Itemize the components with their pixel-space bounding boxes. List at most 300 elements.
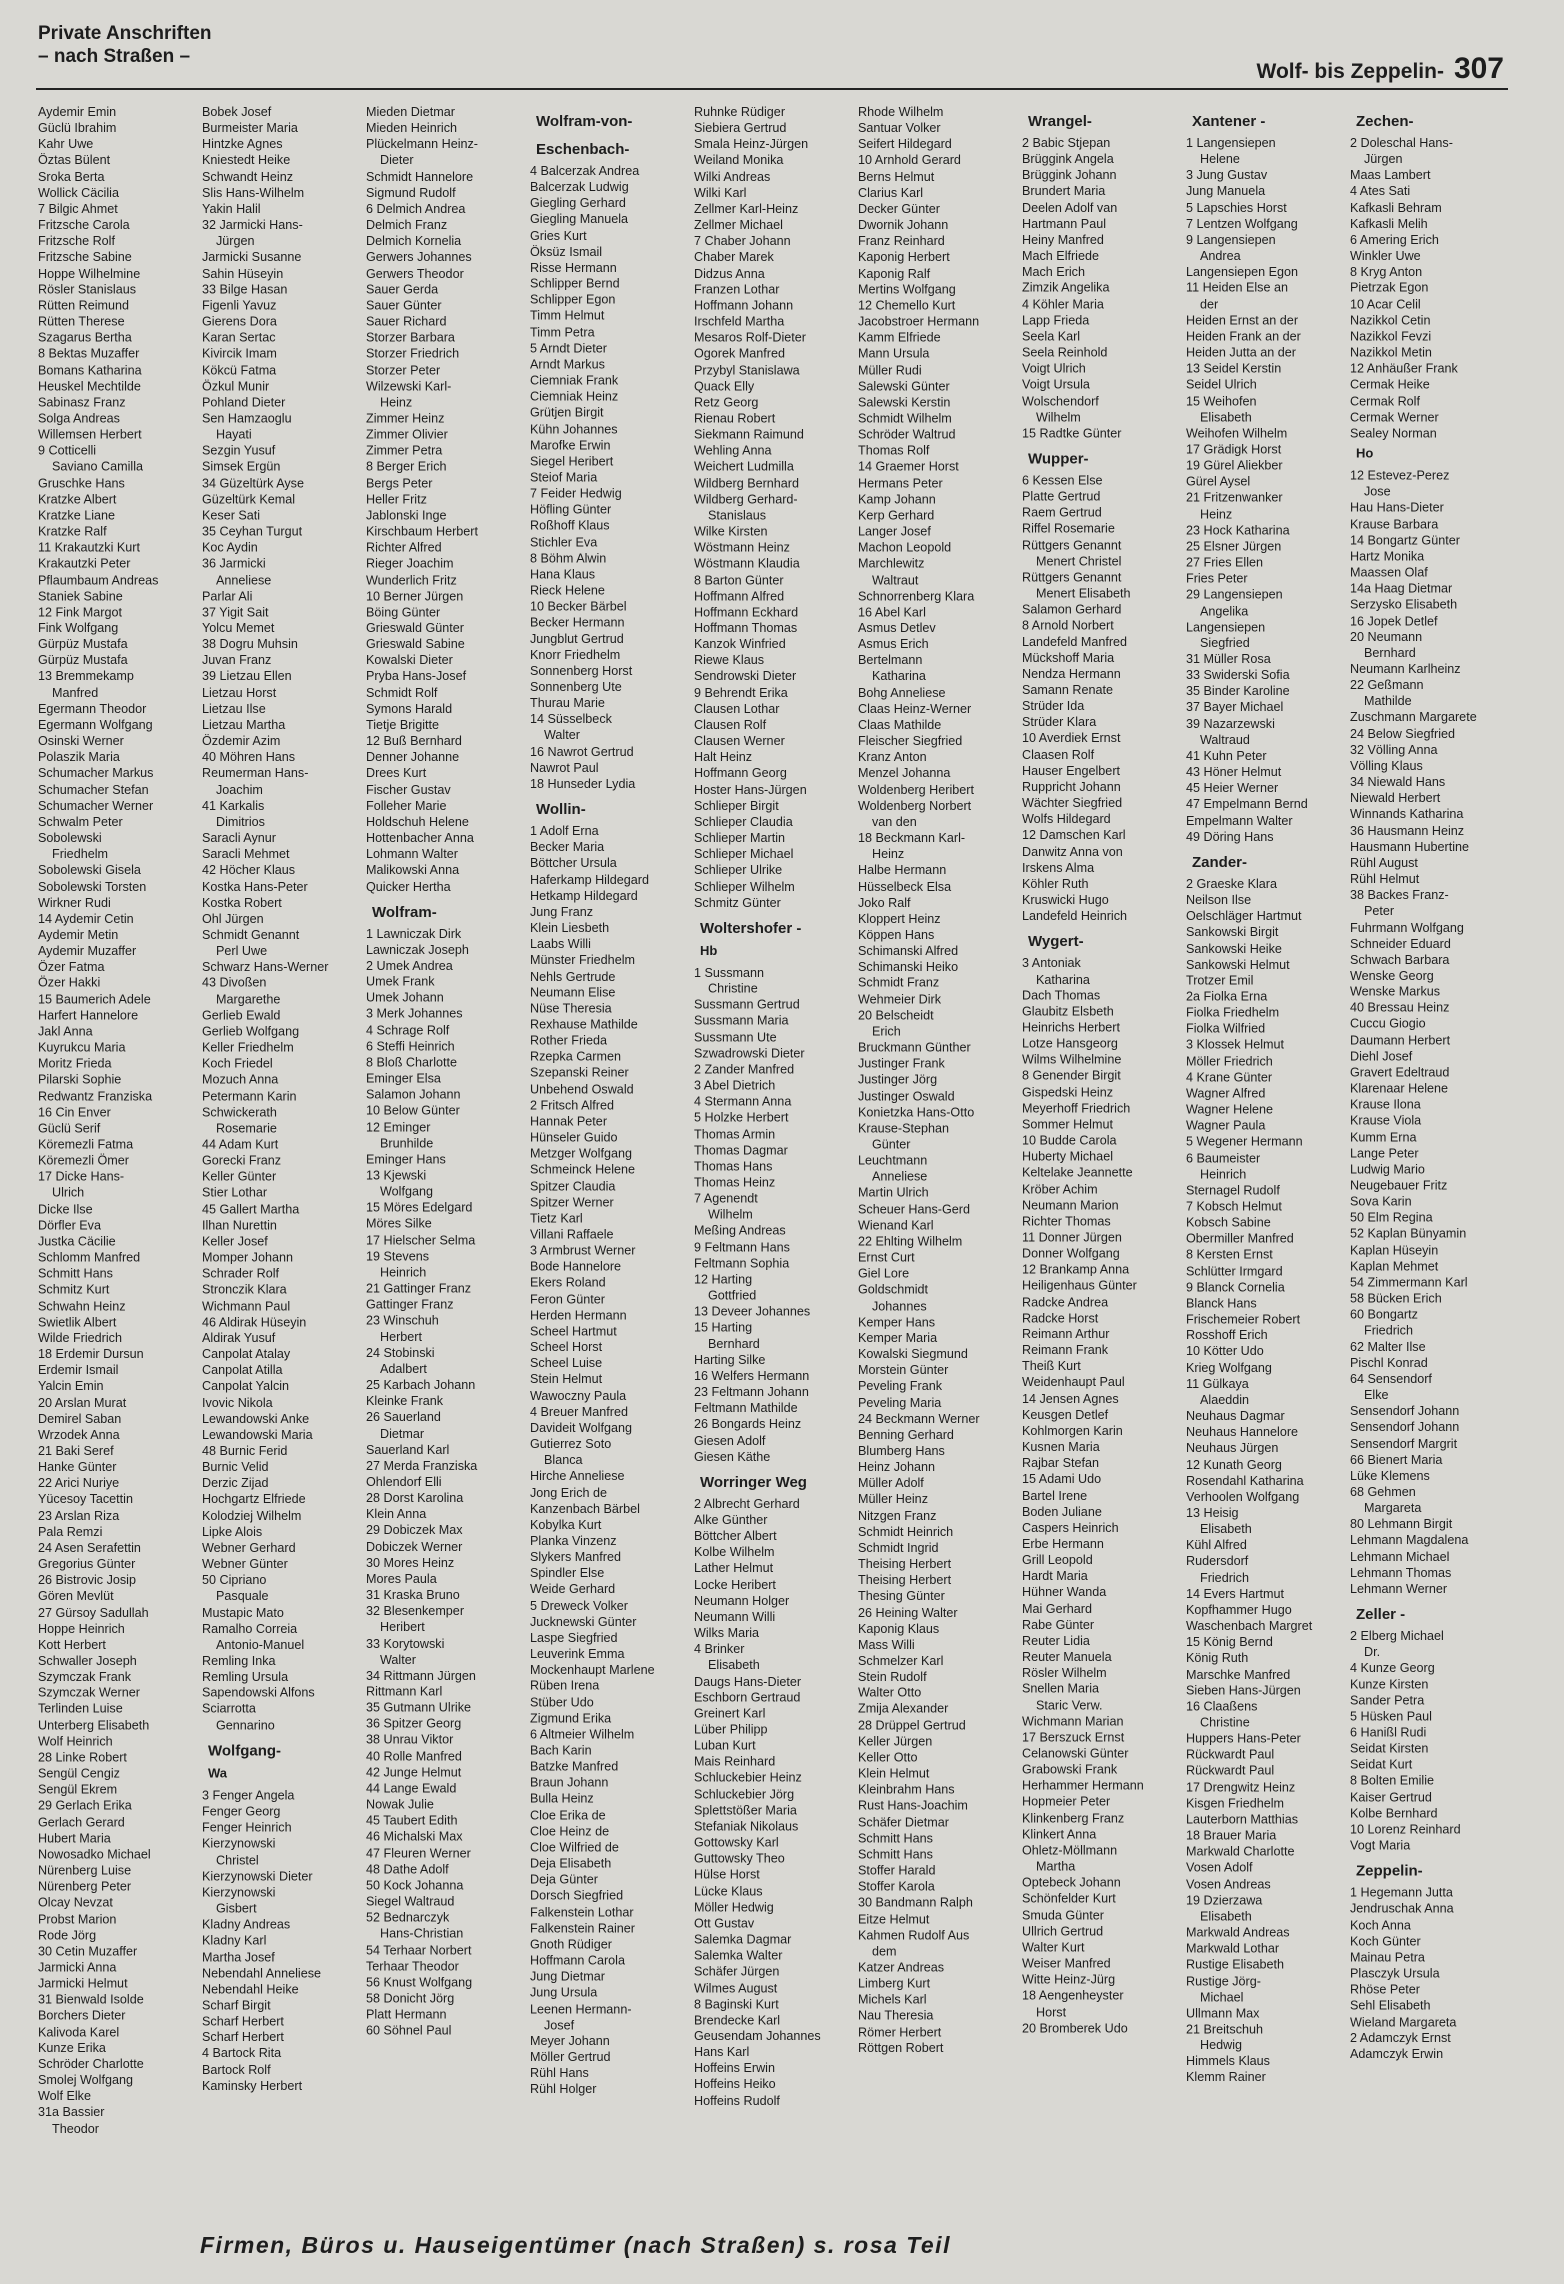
resident-entry: Kumm Erna xyxy=(1350,1130,1417,1145)
resident-entry: 54 Terhaar Norbert xyxy=(366,1942,472,1957)
resident-entry: Hartmann Paul xyxy=(1022,216,1106,231)
resident-entry: 41 Kuhn Peter xyxy=(1186,749,1267,764)
resident-entry: Mais Reinhard xyxy=(694,1754,776,1769)
resident-entry: 8 Berger Erich xyxy=(366,459,447,474)
resident-entry: Braun Johann xyxy=(530,1775,609,1790)
resident-entry: Schmidt Franz xyxy=(858,976,940,991)
resident-entry: 8 Baginski Kurt xyxy=(694,1996,779,2011)
resident-entry: Hoffmann Thomas xyxy=(694,621,798,636)
resident-entry: Claasen Rolf xyxy=(1022,747,1095,762)
column-3 xyxy=(366,104,514,2216)
resident-entry: 3 Armbrust Werner xyxy=(530,1243,636,1258)
entry-continuation: Horst xyxy=(1036,2004,1067,2019)
resident-entry: Geusendam Johannes xyxy=(694,2029,821,2044)
resident-entry: Kunze Erika xyxy=(38,2040,106,2055)
resident-entry: Lüke Klemens xyxy=(1350,1468,1430,1483)
resident-entry: Richter Alfred xyxy=(366,540,442,555)
entry-continuation: Hedwig xyxy=(1200,2038,1242,2053)
resident-entry: 13 Bremmekamp xyxy=(38,669,134,684)
entry-continuation: Saviano Camilla xyxy=(52,459,143,474)
resident-entry: Kott Herbert xyxy=(38,1637,106,1652)
entry-continuation: Ulrich xyxy=(52,1185,85,1200)
resident-entry: Katzer Andreas xyxy=(858,1960,945,1975)
resident-entry: Sankowski Helmut xyxy=(1186,957,1290,972)
resident-entry: Umek Frank xyxy=(366,974,435,989)
resident-entry: 18 Beckmann Karl- xyxy=(858,830,966,845)
resident-entry: Höfling Günter xyxy=(530,502,612,517)
resident-entry: Willemsen Herbert xyxy=(38,427,142,442)
resident-entry: Ogorek Manfred xyxy=(694,346,785,361)
resident-entry: Weidenhaupt Paul xyxy=(1022,1375,1125,1390)
entry-continuation: Antonio-Manuel xyxy=(216,1637,305,1652)
resident-entry: Rütten Therese xyxy=(38,314,125,329)
resident-entry: Tietz Karl xyxy=(530,1211,583,1226)
resident-entry: 29 Dobiczek Max xyxy=(366,1523,463,1538)
resident-entry: Fuhrmann Wolfgang xyxy=(1350,920,1464,935)
resident-entry: 12 Buß Bernhard xyxy=(366,734,462,749)
resident-entry: 12 Brankamp Anna xyxy=(1022,1262,1130,1277)
resident-entry: Radcke Andrea xyxy=(1022,1294,1109,1309)
resident-entry: Kökcü Fatma xyxy=(202,363,277,378)
resident-entry: 20 Neumann xyxy=(1350,629,1423,644)
resident-entry: 46 Michalski Max xyxy=(366,1829,463,1844)
entry-continuation: Menert Christel xyxy=(1036,554,1122,569)
resident-entry: Giegling Manuela xyxy=(530,212,629,227)
resident-entry: Schmelzer Karl xyxy=(858,1653,944,1668)
resident-entry: Lietzau Martha xyxy=(202,718,286,733)
resident-entry: Seela Karl xyxy=(1022,329,1081,344)
resident-entry: Simsek Ergün xyxy=(202,459,281,474)
resident-entry: Wirkner Rudi xyxy=(38,895,111,910)
resident-entry: Rüttgers Genannt xyxy=(1022,537,1122,552)
resident-entry: Müller Adolf xyxy=(858,1476,924,1491)
resident-entry: Verhoolen Wolfgang xyxy=(1186,1489,1300,1504)
page-range-header xyxy=(1257,52,1505,86)
resident-entry: Schäfer Dietmar xyxy=(858,1815,949,1830)
resident-entry: Herhammer Hermann xyxy=(1022,1778,1144,1793)
resident-entry: Martin Ulrich xyxy=(858,1185,929,1200)
resident-entry: Völling Klaus xyxy=(1350,759,1423,773)
resident-entry: Salemka Dagmar xyxy=(694,1932,792,1947)
resident-entry: Timm Petra xyxy=(530,325,595,340)
resident-entry: Salamon Gerhard xyxy=(1022,602,1122,617)
resident-entry: Schmeinck Helene xyxy=(530,1162,635,1177)
resident-entry: 16 Jopek Detlef xyxy=(1350,613,1438,628)
resident-entry: Rittmann Karl xyxy=(366,1684,443,1699)
resident-entry: 35 Ceyhan Turgut xyxy=(202,524,303,539)
resident-entry: Hana Klaus xyxy=(530,567,596,582)
resident-entry: Steiof Maria xyxy=(530,470,598,485)
resident-entry: 32 Jarmicki Hans- xyxy=(202,217,303,232)
resident-entry: Mores Paula xyxy=(366,1571,437,1586)
resident-entry: 16 Welfers Hermann xyxy=(694,1369,810,1384)
resident-entry: Sternagel Rudolf xyxy=(1186,1183,1280,1198)
resident-entry: Platte Gertrud xyxy=(1022,489,1101,504)
resident-entry: Schumacher Stefan xyxy=(38,782,149,797)
resident-entry: Gören Mevlüt xyxy=(38,1589,114,1604)
entry-continuation: Friedrich xyxy=(1200,1570,1249,1585)
entry-continuation: Anneliese xyxy=(872,1169,928,1184)
resident-entry: Brendecke Karl xyxy=(694,2013,781,2028)
resident-entry: Kaminsky Herbert xyxy=(202,2078,303,2093)
resident-entry: Nürenberg Luise xyxy=(38,1863,132,1878)
resident-entry: 11 Krakautzki Kurt xyxy=(38,540,140,555)
resident-entry: 42 Höcher Klaus xyxy=(202,863,296,878)
resident-entry: Nendza Hermann xyxy=(1022,667,1121,682)
resident-entry: Winnands Katharina xyxy=(1350,807,1464,822)
resident-entry: 46 Aldirak Hüseyin xyxy=(202,1314,307,1329)
resident-entry: Seela Reinhold xyxy=(1022,345,1108,360)
resident-entry: Wolf Heinrich xyxy=(38,1734,113,1749)
resident-entry: Goldschmidt xyxy=(858,1282,928,1297)
resident-entry: Scheel Luise xyxy=(530,1356,603,1371)
resident-entry: Bartel Irene xyxy=(1022,1488,1088,1503)
resident-entry: Hirche Anneliese xyxy=(530,1469,625,1484)
resident-entry: Siebiera Gertrud xyxy=(694,121,787,136)
resident-entry: 3 Abel Dietrich xyxy=(694,1078,776,1093)
resident-entry: Ernst Curt xyxy=(858,1250,915,1265)
resident-entry: Clarius Karl xyxy=(858,185,924,200)
resident-entry: Didzus Anna xyxy=(694,266,765,281)
resident-entry: Smolej Wolfgang xyxy=(38,2073,133,2088)
resident-entry: Nebendahl Anneliese xyxy=(202,1966,322,1980)
resident-entry: Lawniczak Joseph xyxy=(366,942,469,957)
resident-entry: 31a Bassier xyxy=(38,2105,105,2120)
resident-entry: 2 Elberg Michael xyxy=(1350,1628,1444,1643)
resident-entry: Müller Heinz xyxy=(858,1492,928,1507)
resident-entry: Kladny Andreas xyxy=(202,1917,291,1932)
resident-entry: Rüben Irena xyxy=(530,1679,600,1694)
resident-entry: Zimmer Petra xyxy=(366,443,443,458)
resident-entry: Klein Helmut xyxy=(858,1766,930,1781)
resident-entry: 24 Stobinski xyxy=(366,1345,435,1360)
entry-continuation: Wilhelm xyxy=(708,1207,753,1222)
resident-entry: Karan Sertac xyxy=(202,330,276,345)
resident-entry: 21 Fritzenwanker xyxy=(1186,490,1283,505)
resident-entry: Rühl August xyxy=(1350,855,1418,870)
resident-entry: Hoffmann Carola xyxy=(530,1953,625,1968)
resident-entry: 50 Kock Johanna xyxy=(366,1878,464,1893)
resident-entry: 37 Bayer Michael xyxy=(1186,700,1284,715)
resident-entry: Reuter Manuela xyxy=(1022,1649,1112,1664)
resident-entry: Kalivoda Karel xyxy=(38,2024,120,2039)
resident-entry: Giegling Gerhard xyxy=(530,196,626,211)
resident-entry: 3 Klossek Helmut xyxy=(1186,1038,1284,1053)
resident-entry: Sankowski Heike xyxy=(1186,941,1282,956)
resident-entry: Langer Josef xyxy=(858,524,931,539)
resident-entry: Fleischer Siegfried xyxy=(858,734,963,749)
resident-entry: Schlomm Manfred xyxy=(38,1250,141,1265)
resident-entry: 39 Lietzau Ellen xyxy=(202,669,292,684)
resident-entry: Radcke Horst xyxy=(1022,1311,1099,1326)
resident-entry: Drees Kurt xyxy=(366,766,427,781)
resident-entry: 20 Bromberek Udo xyxy=(1022,2020,1128,2035)
resident-entry: Schluckebier Jörg xyxy=(694,1787,795,1802)
resident-entry: 2 Babic Stjepan xyxy=(1022,135,1111,150)
resident-entry: Jung Franz xyxy=(530,904,593,919)
resident-entry: Rüttgers Genannt xyxy=(1022,570,1122,585)
resident-entry: Mach Erich xyxy=(1022,265,1085,280)
resident-entry: 47 Empelmann Bernd xyxy=(1186,797,1308,812)
resident-entry: Thomas Rolf xyxy=(858,443,930,458)
resident-entry: Hans Karl xyxy=(694,2045,750,2060)
resident-entry: Rzepka Carmen xyxy=(530,1049,621,1064)
resident-entry: Deelen Adolf van xyxy=(1022,200,1118,215)
resident-entry: Mach Elfriede xyxy=(1022,248,1099,263)
resident-entry: Eminger Elsa xyxy=(366,1071,441,1086)
resident-entry: 60 Söhnel Paul xyxy=(366,2023,452,2038)
resident-entry: Jung Ursula xyxy=(530,1985,598,2000)
resident-entry: Kaponig Klaus xyxy=(858,1621,940,1636)
resident-entry: Ohl Jürgen xyxy=(202,911,264,926)
resident-entry: Knorr Friedhelm xyxy=(530,647,621,662)
footer-note: Firmen, Büros u. Hauseigentümer (nach Straßen) s. rosa Teil xyxy=(200,2232,951,2258)
resident-entry: Dicke Ilse xyxy=(38,1202,93,1217)
resident-entry: 5 Wegener Hermann xyxy=(1186,1134,1303,1149)
resident-entry: Mai Gerhard xyxy=(1022,1601,1092,1616)
resident-entry: Webner Gerhard xyxy=(202,1540,296,1555)
resident-entry: Storzer Peter xyxy=(366,363,441,378)
resident-entry: Kobsch Sabine xyxy=(1186,1215,1271,1230)
resident-entry: Mozuch Anna xyxy=(202,1072,279,1087)
resident-entry: Schmidt Rolf xyxy=(366,685,438,700)
resident-entry: Kunze Kirsten xyxy=(1350,1677,1429,1692)
resident-entry: Stefaniak Nikolaus xyxy=(694,1819,799,1834)
resident-entry: 18 Aengenheyster xyxy=(1022,1988,1124,2003)
resident-entry: Mieden Heinrich xyxy=(366,121,457,136)
resident-entry: Maas Lambert xyxy=(1350,168,1431,183)
resident-entry: Brüggink Johann xyxy=(1022,168,1117,183)
street-heading: Xantener - xyxy=(1192,112,1266,130)
resident-entry: 15 Weihofen xyxy=(1186,394,1257,409)
resident-entry: Heller Fritz xyxy=(366,492,427,507)
resident-entry: Erbe Hermann xyxy=(1022,1536,1104,1551)
resident-entry: Schumacher Markus xyxy=(38,766,154,781)
resident-entry: Sobolewski xyxy=(38,830,102,845)
resident-entry: Swietlik Albert xyxy=(38,1314,117,1329)
resident-entry: Jong Erich de xyxy=(530,1485,608,1500)
resident-entry: Kierzynowski Dieter xyxy=(202,1869,313,1884)
street-heading: Wolfram- xyxy=(372,903,437,921)
resident-entry: Koch Anna xyxy=(1350,1917,1411,1932)
resident-entry: Klinkenberg Franz xyxy=(1022,1811,1125,1826)
resident-entry: Köremezli Ömer xyxy=(38,1153,129,1168)
resident-entry: Berns Helmut xyxy=(858,169,935,184)
resident-entry: 23 Feltmann Johann xyxy=(694,1385,809,1400)
resident-entry: 36 Spitzer Georg xyxy=(366,1717,462,1732)
resident-entry: 29 Langensiepen xyxy=(1186,587,1283,602)
resident-entry: 26 Sauerland xyxy=(366,1410,441,1425)
resident-entry: 4 Schrage Rolf xyxy=(366,1023,450,1038)
resident-entry: Wichmann Paul xyxy=(202,1298,291,1313)
resident-entry: Rösler Wilhelm xyxy=(1022,1666,1107,1680)
resident-entry: Lauterborn Matthias xyxy=(1186,1812,1299,1827)
resident-entry: Wenske Georg xyxy=(1350,968,1434,983)
entry-continuation: Walter xyxy=(380,1652,416,1667)
resident-entry: Dorsch Siegfried xyxy=(530,1888,624,1903)
resident-entry: Wildberg Gerhard- xyxy=(694,492,798,507)
resident-entry: Hülse Horst xyxy=(694,1867,760,1882)
resident-entry: Schimanski Heiko xyxy=(858,960,959,975)
resident-entry: Nitzgen Franz xyxy=(858,1508,937,1523)
resident-entry: Hubert Maria xyxy=(38,1831,111,1846)
resident-entry: Klein Anna xyxy=(366,1507,427,1522)
resident-entry: 23 Hock Katharina xyxy=(1186,523,1290,538)
resident-entry: Alke Günther xyxy=(694,1512,768,1527)
resident-entry: Neumann Willi xyxy=(694,1609,776,1624)
district-code: Hb xyxy=(700,942,718,958)
resident-entry: 36 Jarmicki xyxy=(202,556,266,571)
resident-entry: 6 Steffi Heinrich xyxy=(366,1039,455,1054)
resident-entry: Leuverink Emma xyxy=(530,1646,625,1661)
resident-entry: 3 Jung Gustav xyxy=(1186,168,1268,183)
resident-entry: Klinkert Anna xyxy=(1022,1827,1097,1842)
resident-entry: Thomas Heinz xyxy=(694,1175,776,1190)
resident-entry: Neumann Marion xyxy=(1022,1198,1119,1213)
resident-entry: 4 Balcerzak Andrea xyxy=(530,163,640,178)
entry-continuation: Bernhard xyxy=(708,1336,760,1351)
resident-entry: Kostka Hans-Peter xyxy=(202,879,308,894)
resident-entry: Arndt Markus xyxy=(530,357,605,372)
resident-entry: Kowalski Dieter xyxy=(366,653,453,668)
resident-entry: Neuhaus Dagmar xyxy=(1186,1409,1285,1424)
resident-entry: Balcerzak Ludwig xyxy=(530,180,629,195)
resident-entry: Wenske Markus xyxy=(1350,984,1441,999)
resident-entry: Wilmes August xyxy=(694,1980,778,1995)
resident-entry: Langensiepen Egon xyxy=(1186,265,1299,280)
resident-entry: Daugs Hans-Dieter xyxy=(694,1674,802,1689)
district-code: Wa xyxy=(208,1765,228,1781)
resident-entry: 36 Hausmann Heinz xyxy=(1350,823,1465,838)
resident-entry: 5 Dreweck Volker xyxy=(530,1598,628,1613)
resident-entry: 4 Ates Sati xyxy=(1350,184,1411,199)
resident-entry: Smuda Günter xyxy=(1022,1908,1104,1922)
resident-entry: Canpolat Atilla xyxy=(202,1363,283,1378)
resident-entry: Ciemniak Frank xyxy=(530,373,619,388)
resident-entry: Kowalski Siegmund xyxy=(858,1347,968,1362)
resident-entry: Marschke Manfred xyxy=(1186,1667,1291,1682)
resident-entry: Bruckmann Günther xyxy=(858,1040,971,1055)
resident-entry: 42 Junge Helmut xyxy=(366,1765,462,1780)
resident-entry: Heiligenhaus Günter xyxy=(1022,1278,1137,1293)
resident-entry: Stoffer Harald xyxy=(858,1863,936,1878)
resident-entry: Sahin Hüseyin xyxy=(202,266,284,281)
street-heading: Wupper- xyxy=(1028,450,1089,468)
resident-entry: Markwald Andreas xyxy=(1186,1925,1290,1940)
resident-entry: Koch Günter xyxy=(1350,1934,1421,1949)
resident-entry: Stein Helmut xyxy=(530,1372,603,1387)
resident-entry: Gregorius Günter xyxy=(38,1556,136,1571)
resident-entry: Adamczyk Erwin xyxy=(1350,2047,1444,2062)
resident-entry: Rosshoff Erich xyxy=(1186,1328,1268,1343)
resident-entry: Krieg Wolfgang xyxy=(1186,1360,1272,1375)
resident-entry: Rienau Robert xyxy=(694,411,776,426)
resident-entry: Feron Günter xyxy=(530,1291,605,1306)
resident-entry: Strüder Klara xyxy=(1022,715,1097,730)
resident-entry: Schlieper Michael xyxy=(694,847,794,862)
resident-entry: 8 Arnold Norbert xyxy=(1022,618,1114,633)
resident-entry: Rabe Günter xyxy=(1022,1617,1095,1632)
entry-continuation: Jürgen xyxy=(1364,152,1403,167)
resident-entry: Reumerman Hans- xyxy=(202,766,309,781)
resident-entry: Machon Leopold xyxy=(858,540,952,555)
entry-continuation: Katharina xyxy=(1036,972,1090,987)
resident-entry: Ivovic Nikola xyxy=(202,1395,273,1410)
resident-entry: Neugebauer Fritz xyxy=(1350,1178,1448,1193)
resident-entry: Kleinke Frank xyxy=(366,1394,443,1409)
resident-entry: Pflaumbaum Andreas xyxy=(38,572,159,587)
resident-entry: Bomans Katharina xyxy=(38,363,142,378)
resident-entry: Kühl Alfred xyxy=(1186,1538,1247,1553)
street-heading: Wrangel- xyxy=(1028,112,1092,130)
resident-entry: Thomas Armin xyxy=(694,1127,776,1142)
resident-entry: 8 Bektas Muzaffer xyxy=(38,346,140,361)
resident-entry: Mockenhaupt Marlene xyxy=(530,1663,655,1677)
resident-entry: Wolf Elke xyxy=(38,2089,91,2104)
resident-entry: Timm Helmut xyxy=(530,309,605,324)
resident-entry: 14 Evers Hartmut xyxy=(1186,1586,1284,1601)
resident-entry: 8 Kryg Anton xyxy=(1350,265,1423,280)
resident-entry: 10 Becker Bärbel xyxy=(530,599,627,614)
resident-entry: Wrzodek Anna xyxy=(38,1427,120,1442)
resident-entry: Kolbe Bernhard xyxy=(1350,1806,1438,1821)
resident-entry: 8 Bloß Charlotte xyxy=(366,1055,457,1070)
resident-entry: Vosen Adolf xyxy=(1186,1860,1253,1875)
resident-entry: 2 Umek Andrea xyxy=(366,958,453,973)
resident-entry: Keller Jürgen xyxy=(858,1734,933,1749)
resident-entry: Koc Aydin xyxy=(202,540,258,555)
resident-entry: Jung Dietmar xyxy=(530,1969,605,1984)
resident-entry: Lücke Klaus xyxy=(694,1884,763,1899)
resident-entry: Ruppricht Johann xyxy=(1022,779,1121,794)
resident-entry: 18 Brauer Maria xyxy=(1186,1828,1277,1843)
resident-entry: Clausen Rolf xyxy=(694,718,767,733)
resident-entry: 33 Korytowski xyxy=(366,1636,445,1651)
resident-entry: Justinger Jörg xyxy=(858,1072,938,1087)
resident-entry: Weihofen Wilhelm xyxy=(1186,426,1288,441)
resident-entry: 14 Jensen Agnes xyxy=(1022,1391,1119,1406)
resident-entry: Schwaller Joseph xyxy=(38,1653,137,1668)
entry-continuation: Menert Elisabeth xyxy=(1036,586,1131,601)
resident-entry: Asmus Detlev xyxy=(858,621,936,636)
resident-entry: Ott Gustav xyxy=(694,1916,755,1931)
resident-entry: 17 Berszuck Ernst xyxy=(1022,1730,1125,1745)
resident-entry: 30 Cetin Muzaffer xyxy=(38,1944,138,1959)
resident-entry: Neumann Elise xyxy=(530,985,616,1000)
resident-entry: 27 Fries Ellen xyxy=(1186,555,1263,570)
resident-entry: Halbe Hermann xyxy=(858,863,947,878)
header-rule xyxy=(36,88,1508,90)
resident-entry: Gruschke Hans xyxy=(38,476,125,491)
resident-entry: Slis Hans-Wilhelm xyxy=(202,185,305,200)
resident-entry: Frischemeier Robert xyxy=(1186,1312,1301,1327)
resident-entry: 35 Gutmann Ulrike xyxy=(366,1700,471,1715)
resident-entry: Glaubitz Elsbeth xyxy=(1022,1004,1114,1019)
entry-continuation: Perl Uwe xyxy=(216,943,268,958)
resident-entry: Polaszik Maria xyxy=(38,750,120,765)
resident-entry: 38 Dogru Muhsin xyxy=(202,637,298,652)
resident-entry: 34 Güzeltürk Ayse xyxy=(202,476,304,491)
resident-entry: 25 Elsner Jürgen xyxy=(1186,539,1282,554)
resident-entry: 68 Gehmen xyxy=(1350,1485,1416,1499)
resident-entry: Weiland Monika xyxy=(694,153,784,168)
resident-entry: 50 Cipriano xyxy=(202,1573,267,1588)
resident-entry: 35 Binder Karoline xyxy=(1186,684,1290,699)
resident-entry: Spitzer Claudia xyxy=(530,1179,616,1193)
resident-entry: Quack Elly xyxy=(694,379,755,394)
resident-entry: Leuchtmann xyxy=(858,1153,928,1168)
resident-entry: Rösler Stanislaus xyxy=(38,282,136,297)
